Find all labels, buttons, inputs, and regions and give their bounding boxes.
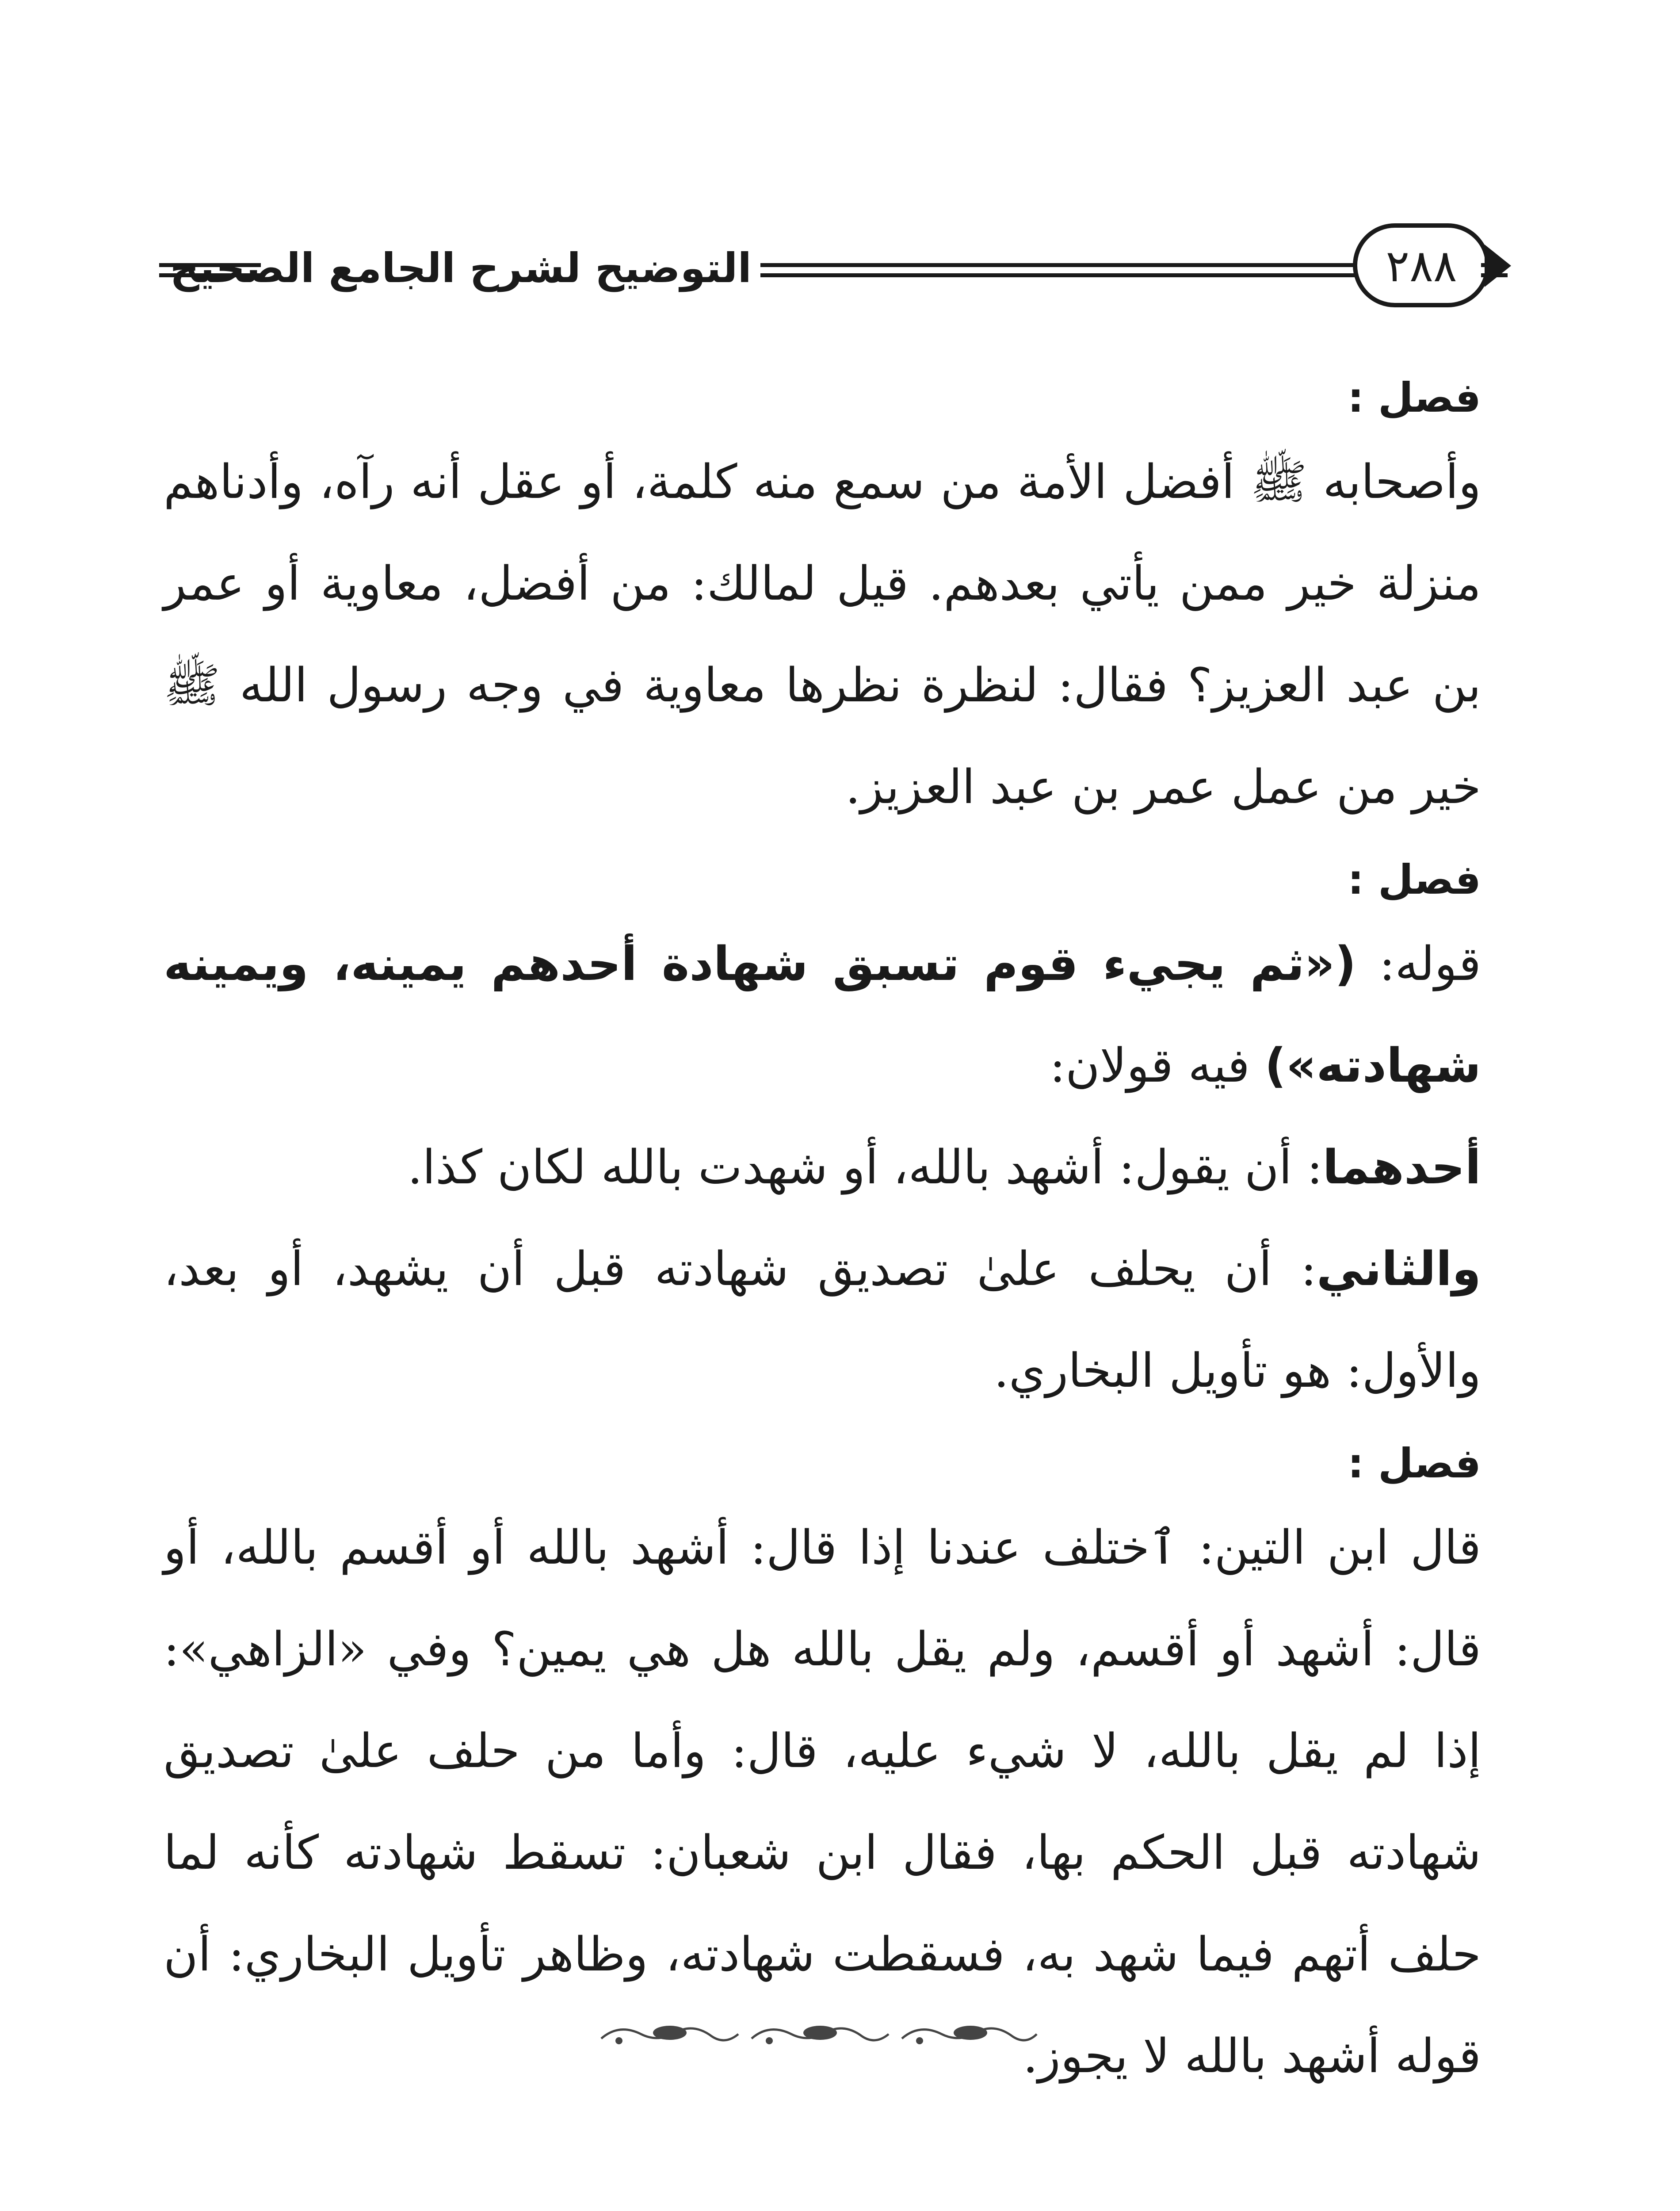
book-title: التوضيح لشرح الجامع الصحيح <box>170 245 752 292</box>
paragraph <box>164 431 1481 838</box>
page-body <box>164 365 1481 2107</box>
section-heading: فصل : <box>1348 374 1481 421</box>
paragraph-text: قال ابن التين: ٱختلف عندنا إذا قال: أشهد بالله أو أقسم بالله، أو قال: أشهد أو أقسم، ولم يقل بالله هل هي يمين؟ وفي «الزاهي»: إذا لم يقل بالله، لا شيء عليه، قال: وأما من حلف علىٰ تصديق شهادته قبل الحكم بها، فقال ابن شعبان: تسقط شهادته كأنه لما حلف أتهم فيما شهد به، فسقطت شهادته، وظاهر تأويل البخاري: أن قوله أشهد بالله لا يجوز. <box>164 1520 1481 2083</box>
paragraph-text: : أن يقول: أشهد بالله، أو شهدت بالله لكان كذا. <box>407 1140 1323 1194</box>
paragraph <box>164 1218 1481 1422</box>
page-header <box>159 223 1499 316</box>
section-heading: فصل : <box>1348 1440 1481 1487</box>
section-heading: فصل : <box>1348 856 1481 903</box>
paragraph-label: أحدهما <box>1322 1140 1481 1194</box>
paragraph-lead: قوله: <box>1356 937 1481 991</box>
paragraph-text: : أن يحلف علىٰ تصديق شهادته قبل أن يشهد، أو بعد، والأول: هو تأويل البخاري. <box>164 1242 1481 1398</box>
header-rule-right <box>1481 263 1508 277</box>
hadith-quote: («ثم يجيء قوم تسبق شهادة أحدهم يمينه، ويمينه شهادته») <box>164 937 1481 1093</box>
paragraph-label: والثاني <box>1316 1242 1481 1296</box>
floral-divider-ornament-icon <box>592 2014 1043 2054</box>
page-number: ٢٨٨ <box>1386 240 1457 292</box>
paragraph-text: وأصحابه ﷺ أفضل الأمة من سمع منه كلمة، أو عقل أنه رآه، وأدناهم منزلة خير ممن يأتي بعدهم. قيل لمالك: من أفضل، معاوية أو عمر بن عبد العزيز؟ فقال: لنظرة نظرها معاوية في وجه رسول الله ﷺ خير من عمل عمر بن عبد العزيز. <box>164 455 1481 814</box>
paragraph <box>164 1117 1481 1218</box>
header-rule-middle <box>760 263 1357 277</box>
page-number-badge <box>1353 223 1490 307</box>
paragraph-text: فيه قولان: <box>1050 1038 1265 1093</box>
paragraph <box>164 913 1481 1117</box>
